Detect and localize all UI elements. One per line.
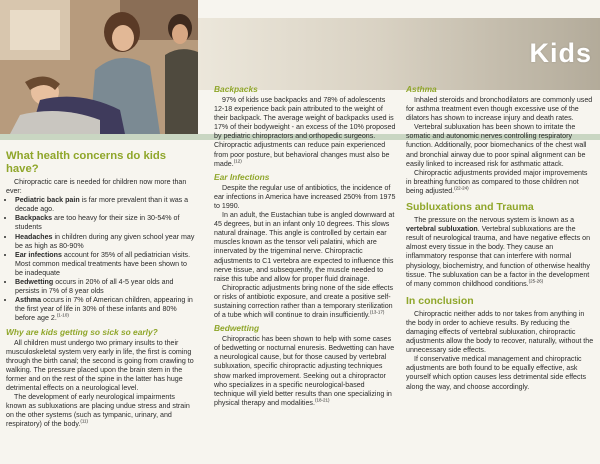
bedwetting-heading: Bedwetting	[214, 323, 260, 334]
why-sick-heading: Why are kids getting so sick so early?	[6, 326, 158, 337]
backpacks-paragraph	[214, 96, 397, 169]
backpacks-heading: Backpacks	[214, 84, 258, 94]
list-item	[15, 251, 196, 278]
list-item	[15, 214, 196, 232]
bullet-text: occurs in 7% of American children, appearing in the first year of life in 30% of these infants and 80% before age 2.	[15, 296, 193, 323]
bullet-text: account for 35% of all pediatrician visits. Most common medical treatments have been shown to be inadequate	[15, 250, 191, 277]
bullet-term: Ear infections	[15, 250, 62, 259]
health-concerns-heading: What health concerns do kids have?	[6, 150, 167, 175]
conclusion-paragraph-2: If conservative medical management and chiropractic adjustments are both found to be equally effective, ask yourself which option causes less detrimental side effects along the way, and choose accordingly.	[406, 355, 587, 391]
banner-title: Kids	[529, 38, 592, 68]
reference: (25-26)	[528, 278, 544, 284]
column-backpacks-ears-bedwetting	[214, 84, 397, 408]
column-asthma-subluxation-conclusion	[406, 84, 594, 392]
reference: (18-21)	[314, 397, 330, 403]
bullet-term: Headaches	[15, 232, 53, 241]
paragraph-text: Chiropractic adjustments provided major improvements in breathing function as compared to those children not being adjusted.	[406, 168, 588, 195]
emphasis-term: vertebral subluxation	[406, 225, 478, 234]
reference: (22-24)	[454, 185, 469, 191]
paragraph-text: The development of early neurological impairments known as subluxations are placing undue stress and strain on the other systems (such as tympanic, urinary, and respiratory) of the body.	[6, 393, 190, 429]
family-photo-illustration	[0, 0, 198, 134]
paragraph-text: Chiropractic has been shown to help with some cases of bedwetting or nocturnal enuresis. Bedwetting can have a neurological cause, but for those caused by vertebral subluxation, specific chiropractic adjusting techniques show marked improvement. Seeking out a chiropractor who specializes in a specific neurological-based technique will yield better results than one specializing in physical therapy and modalities.	[214, 335, 395, 407]
list-item	[15, 278, 196, 296]
asthma-paragraph-2: Vertebral subluxation has been shown to irritate the somatic and autonomic nerves controlling respiratory function. Additionally, poor biomechanics of the chest wall and bronchial airway due to poor spinal alignment can be easily linked to increased risk for asthmatic attack.	[406, 123, 587, 168]
paragraph-text: . Vertebral subluxations are the result of neurological trauma, and have negative effects on almost every tissue in the body. They cause an inflammatory response that can interfere with normal physiology, biochemistry, and function of otherwise healthy tissue. The subluxation can be a factor in the development of many common childhood conditions.	[406, 225, 591, 288]
list-item	[15, 296, 196, 323]
conclusion-paragraph-1: Chiropractic neither adds to nor takes from anything in the body in order to achieve results. By reducing the damaging effects of vertebral subluxation, chiropractic adjustments allow the body to recover, naturally, without the unnecessary side effects.	[406, 309, 594, 355]
reference: (12)	[233, 158, 242, 164]
asthma-paragraph-3	[406, 169, 594, 196]
list-item	[15, 233, 196, 251]
asthma-paragraph-1: Inhaled steroids and bronchodilators are commonly used for asthma treatment even though excessive use of the dilators has shown to increase injury and death rates.	[406, 96, 593, 123]
bullet-term: Asthma	[15, 296, 42, 305]
paragraph-text: 97% of kids use backpacks and 78% of adolescents 12-18 experience back pain attributed to the weight of their backpack. The average weight of backpacks used is 17% of their bodyweight - an excess of the 10% proposed by pediatric chiropractors and orthopedic surgeons. Chiropractic adjustments can reduce pain experienced from poor posture, but behavioral changes must also be made.	[214, 96, 396, 168]
reference: (13-17)	[369, 309, 385, 315]
bedwetting-paragraph	[214, 335, 397, 408]
health-concerns-intro: Chiropractic care is needed for children now more than ever:	[6, 178, 187, 196]
bullet-term: Backpacks	[15, 214, 53, 223]
hero-photo	[0, 0, 198, 134]
bullet-text: in children during any given school year may be as high as 80-90%	[15, 232, 195, 250]
why-sick-paragraph-1: All children must undergo two primary insults to their musculoskeletal system very early in life, the first is coming through the birth canal; the second is going from crawling to walking. The pressure placed upon the brain stem in the former and on the rest of the spine in the latter has huge detrimental effects on a neurological level.	[6, 338, 194, 392]
column-health-concerns	[6, 150, 196, 429]
subluxations-heading: Subluxations and Trauma	[406, 201, 534, 214]
list-item	[15, 196, 196, 214]
bullet-text: occurs in 20% of all 4-5 year olds and persists in 7% of 8 year olds	[15, 278, 174, 296]
paragraph-text: Chiropractic adjustments bring none of the side effects or risks of antibiotic exposure, and create a positive self-sustaining correction rather than a temporary sterilization of a tube which will continue to drain insufficiently.	[214, 283, 394, 320]
ear-paragraph-3	[214, 284, 397, 320]
health-concerns-list	[6, 196, 196, 323]
why-sick-paragraph-2	[6, 393, 196, 429]
asthma-heading: Asthma	[406, 84, 437, 94]
kids-banner	[198, 18, 600, 90]
conclusion-heading: In conclusion	[406, 294, 474, 307]
subluxations-paragraph	[406, 216, 594, 289]
ear-paragraph-2: In an adult, the Eustachian tube is angled downward at 45 degrees, but in an infant only 10 degrees. This slows natural drainage. This angle is controlled by certain ear muscles known as the tensor veli palatini, which are innervated by the trigeminal nerve. Chiropractic adjustments to C1 vertebra are expected to influence this nerve tissue, and subsequently, the muscle needed to raise this tube and allow for proper fluid drainage.	[214, 211, 395, 283]
reference: (11)	[80, 418, 89, 424]
bullet-text: are too heavy for their size in 30-54% of students	[15, 214, 180, 232]
bullet-term: Pediatric back pain	[15, 196, 80, 205]
ear-infections-heading: Ear Infections	[214, 171, 270, 182]
bullet-text: is far more prevalent than it was a decade ago.	[15, 196, 189, 214]
ear-paragraph-1: Despite the regular use of antibiotics, the incidence of ear infections in America have increased 250% from 1975 to 1990.	[214, 183, 396, 210]
bullet-term: Bedwetting	[15, 278, 54, 287]
paragraph-text: The pressure on the nervous system is known as a	[414, 216, 575, 225]
reference: (1-10)	[56, 313, 69, 319]
